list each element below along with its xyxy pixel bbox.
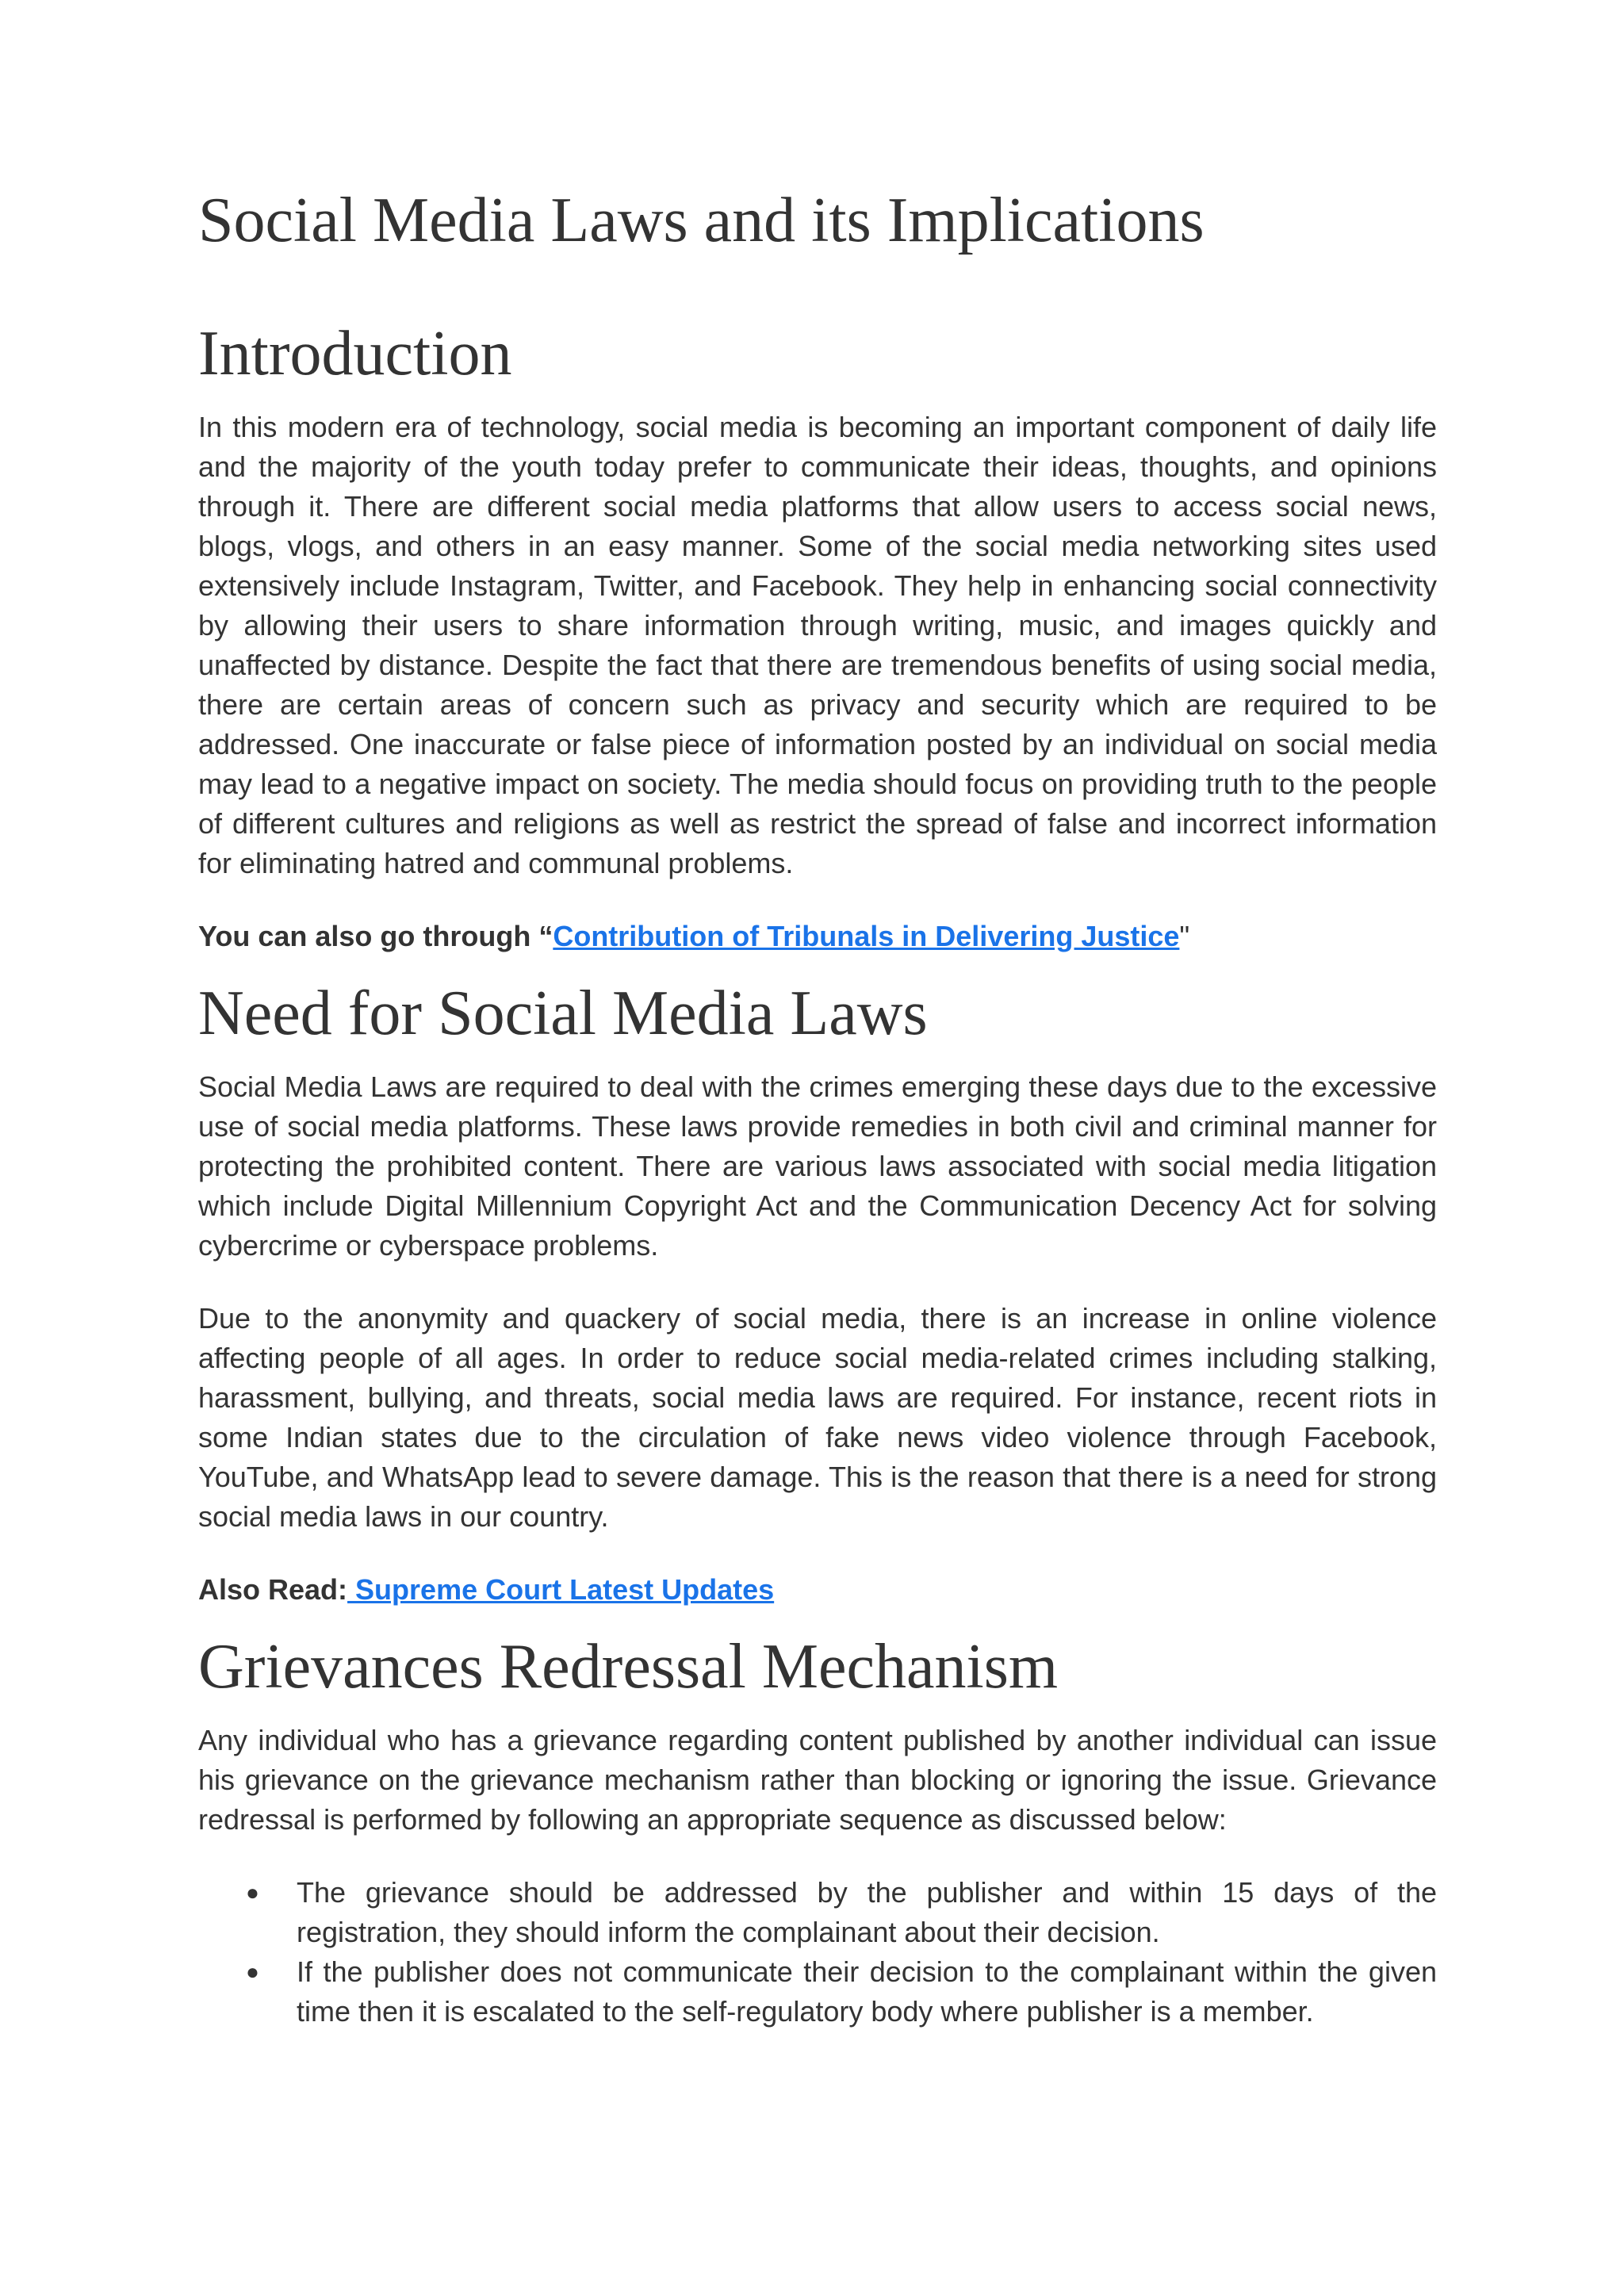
section-heading-grievances: Grievances Redressal Mechanism [198, 1632, 1059, 1702]
section-introduction [198, 316, 1437, 956]
also-read-prefix: Also Read: [198, 1573, 348, 1606]
also-go-through-prefix: You can also go through “ [198, 920, 553, 952]
document-page [198, 182, 1437, 2032]
list-item: ● The grievance should be addressed by the publisher and within 15 days of the registration, they should inform the complainant about their decision. [297, 1873, 1437, 1952]
introduction-paragraph: In this modern era of technology, social media is becoming an important component of daily life and the majority of the youth today prefer to communicate their ideas, thoughts, and opinions through it. There are different social media platforms that allow users to access social news, blogs, vlogs, and others in an easy manner. Some of the social media networking sites used extensively include Instagram, Twitter, and Facebook. They help in enhancing social connectivity by allowing their users to share information through writing, music, and images quickly and unaffected by distance. Despite the fact that there are tremendous benefits of using social media, there are certain areas of concern such as privacy and security which are required to be addressed. One inaccurate or false piece of information posted by an individual on social media may lead to a negative impact on society. The media should focus on providing truth to the people of different cultures and religions as well as restrict the spread of false and incorrect information for eliminating hatred and communal problems. [198, 411, 1437, 879]
also-go-through-suffix: " [1179, 920, 1190, 952]
need-paragraph-1: Social Media Laws are required to deal with the crimes emerging these days due to the excessive use of social media platforms. These laws provide remedies in both civil and criminal manner for protecting the prohibited content. There are various laws associated with social media litigation which include Digital Millennium Copyright Act and the Communication Decency Act for solving cybercrime or cyberspace problems. [198, 1070, 1437, 1262]
supreme-court-updates-link[interactable]: Supreme Court Latest Updates [347, 1573, 775, 1606]
need-paragraph-2: Due to the anonymity and quackery of social media, there is an increase in online violence affecting people of all ages. In order to reduce social media-related crimes including stalking, harassment, bullying, and threats, social media laws are required. For instance, recent riots in some Indian states due to the circulation of fake news video violence through Facebook, YouTube, and WhatsApp lead to severe damage. This is the reason that there is a need for strong social media laws in our country. [198, 1302, 1437, 1533]
document-title: Social Media Laws and its Implications [198, 186, 1205, 255]
section-grievances [198, 1629, 1437, 2032]
grievance-paragraph: Any individual who has a grievance regarding content published by another individual can issue his grievance on the grievance mechanism rather than blocking or ignoring the issue. Grievance redressal is performed by following an appropriate sequence as discussed below: [198, 1724, 1437, 1836]
also-read-line [198, 1570, 1437, 1610]
section-need-for-laws [198, 975, 1437, 1610]
section-heading-introduction: Introduction [198, 319, 512, 389]
grievance-steps-list [198, 1873, 1437, 2032]
section-heading-need: Need for Social Media Laws [198, 978, 928, 1048]
tribunals-justice-link[interactable]: Contribution of Tribunals in Delivering Justice [553, 920, 1180, 952]
also-go-through-line [198, 917, 1437, 956]
list-item: ● If the publisher does not communicate their decision to the complainant within the given time then it is escalated to the self-regulatory body where publisher is a member. [297, 1952, 1437, 2032]
